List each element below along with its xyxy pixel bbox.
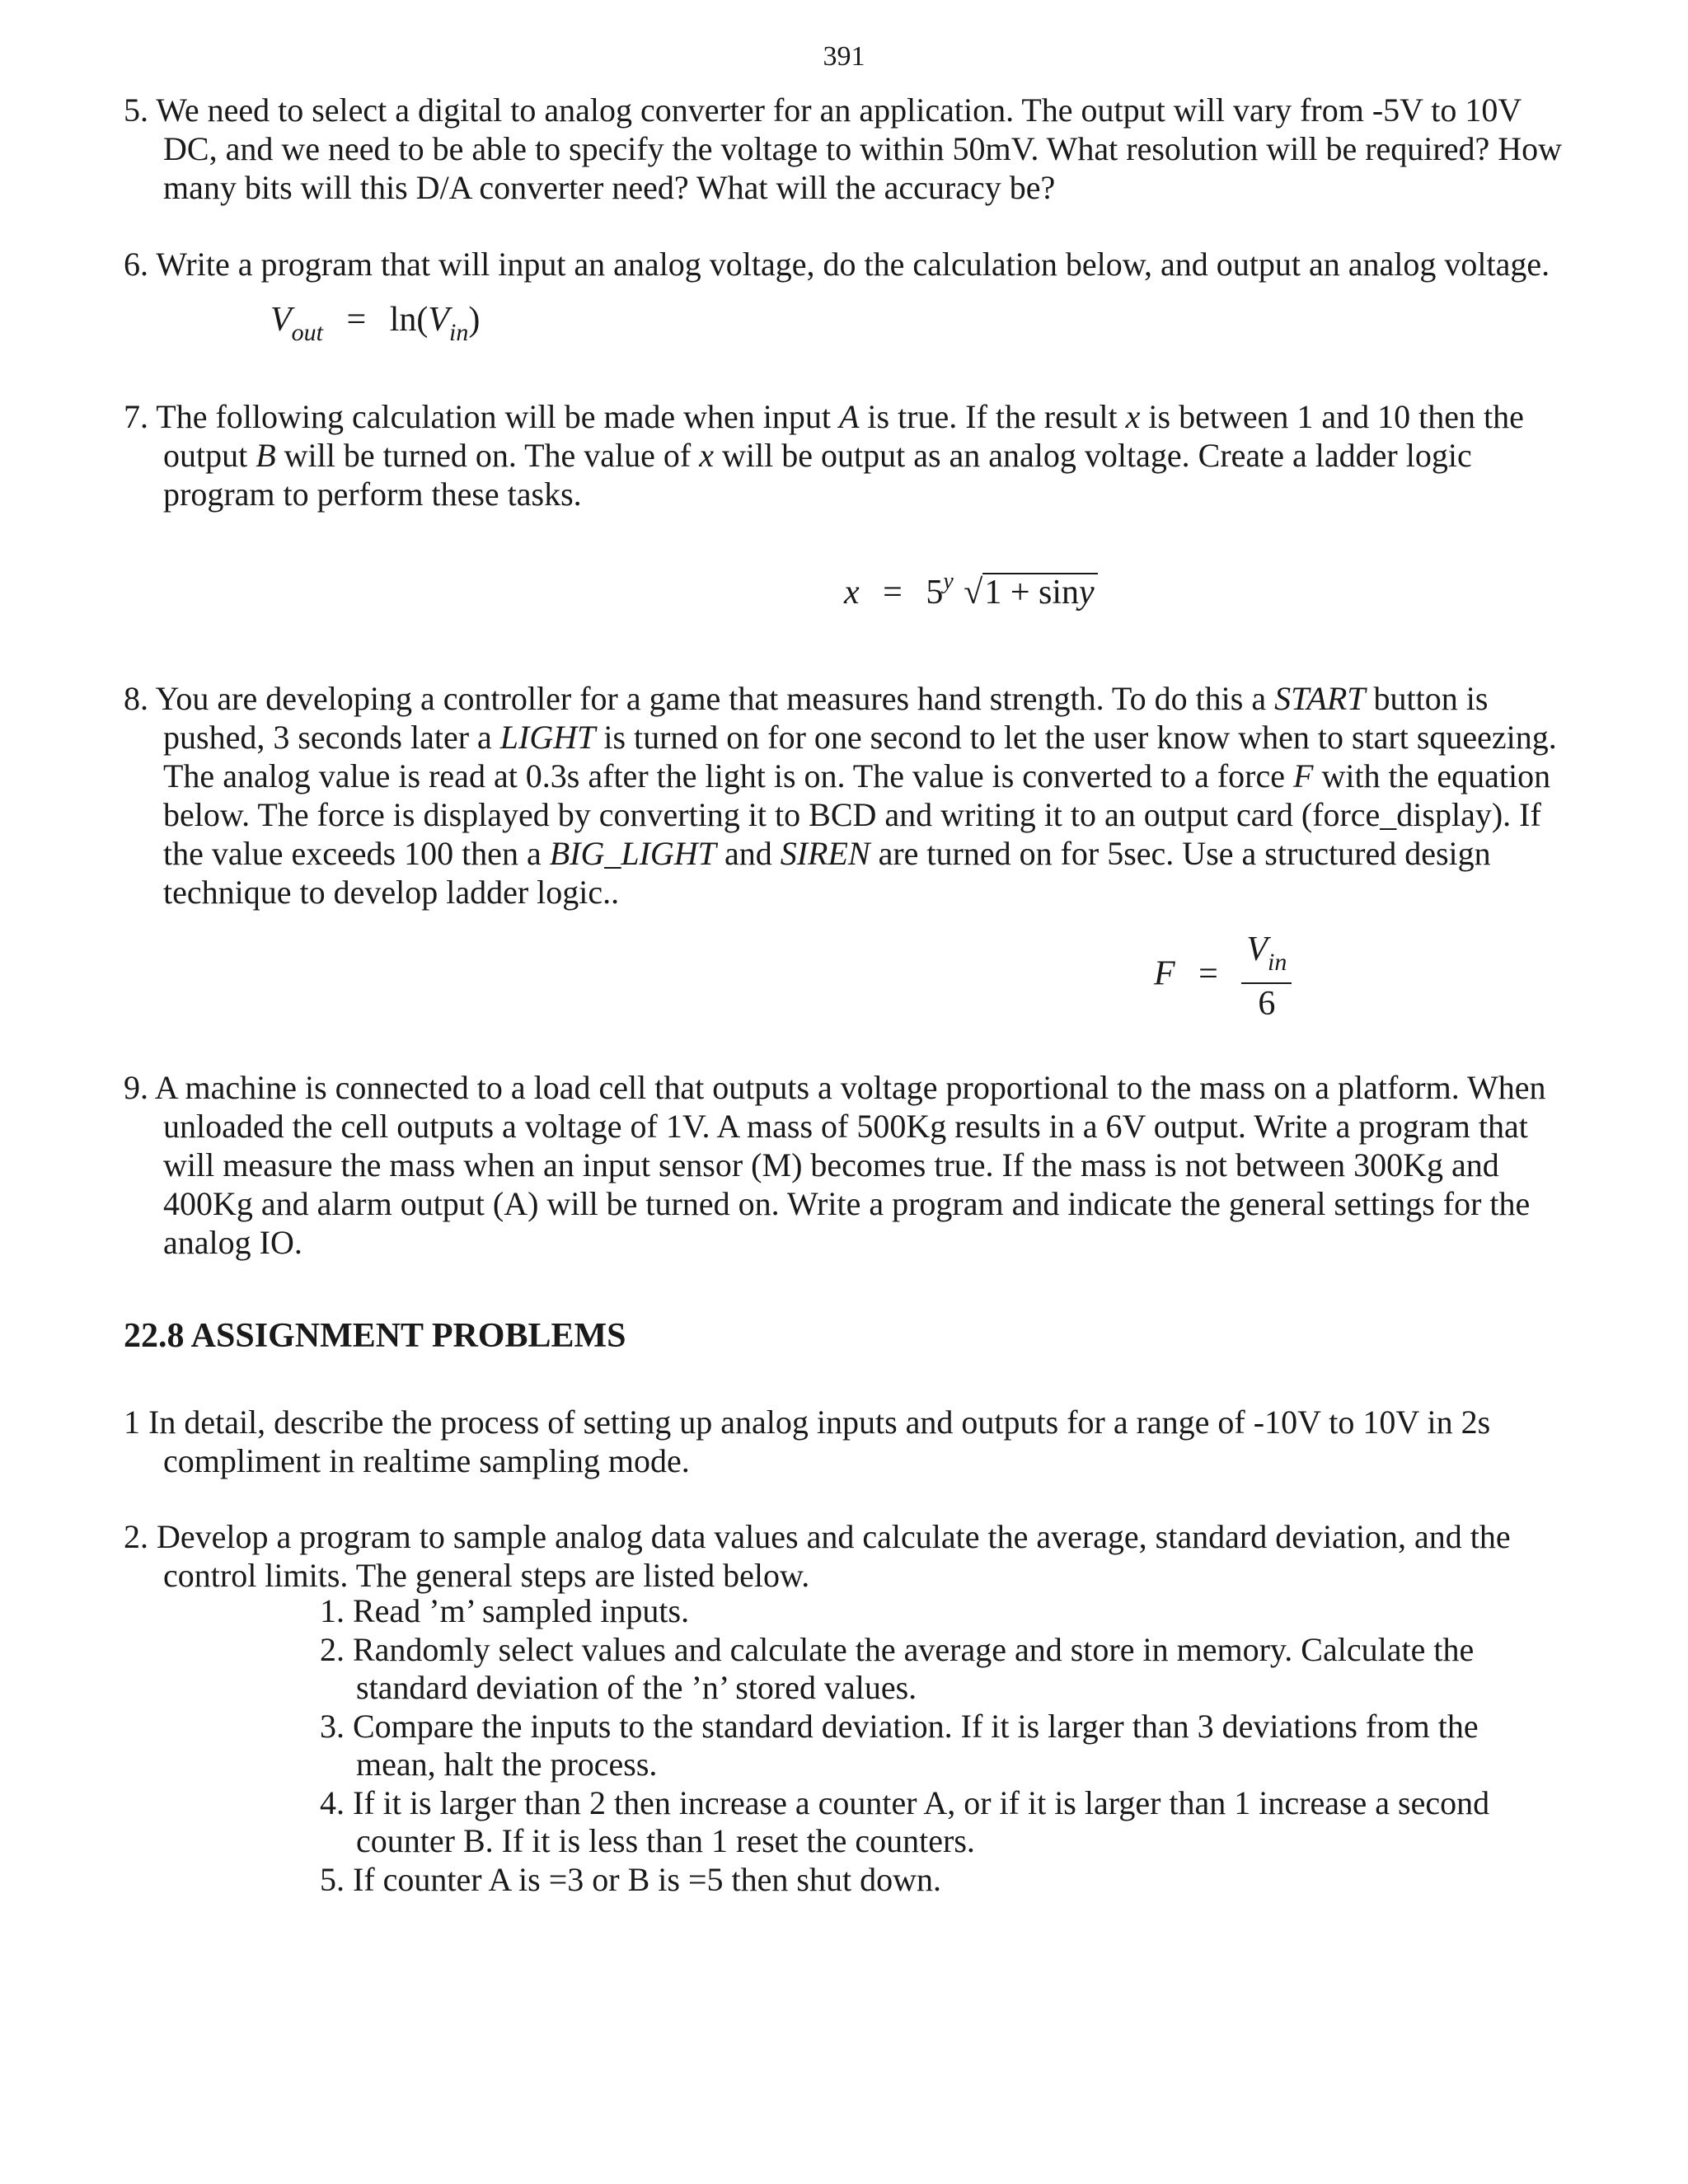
eq-x-rad-plus: + (1010, 574, 1030, 612)
problem-7-text-8: will be output as an analog voltage. Create a ladder logic program to perform these tasks. (163, 437, 1472, 513)
eq-f-num: V (1246, 930, 1268, 968)
problem-8-text-10: are turned on for 5sec. Use a structured design technique to develop ladder logic.. (163, 835, 1491, 911)
eq-x-lhs: x (844, 574, 860, 612)
eq-x-exp: y (943, 569, 954, 594)
problem-5 (124, 91, 1574, 207)
problem-7-text-0: 7. The following calculation will be made when input (124, 398, 839, 435)
eq-vout-op: = (346, 301, 367, 339)
eq-f-num-sub: in (1268, 949, 1287, 976)
eq-vout-close: ) (468, 301, 481, 339)
problem-7-text-2: is true. If the result (859, 398, 1126, 435)
problem-8-text-9: SIREN (780, 835, 870, 872)
eq-vout-func: ln( (389, 301, 429, 339)
assignment-2-text: 2. Develop a program to sample analog data values and calculate the average, standard deviation, and the control limits. The general steps are listed below. (124, 1518, 1511, 1594)
problem-8-text-1: START (1274, 680, 1366, 717)
problem-7-text-3: x (1125, 398, 1141, 435)
equation-vout (270, 300, 480, 347)
problem-8-text-5: F (1293, 757, 1314, 794)
fraction-denominator: 6 (1258, 985, 1276, 1023)
fraction (1241, 931, 1292, 1022)
problem-8-text-2: button is pushed, 3 seconds later a (163, 680, 1489, 756)
list-item: 3. Compare the inputs to the standard deviation. If it is larger than 3 deviations from the mean, halt the process. (320, 1707, 1479, 1783)
list-item: 5. If counter A is =3 or B is =5 then shut down. (320, 1860, 941, 1898)
equation-force (1154, 931, 1292, 1022)
list-item: 2. Randomly select values and calculate the average and store in memory. Calculate the standard deviation of the ’n’ stored values. (320, 1630, 1475, 1706)
problem-6-text: 6. Write a program that will input an analog voltage, do the calculation below, and output an analog voltage. (124, 246, 1550, 283)
eq-f-op: = (1198, 954, 1218, 993)
problem-8-text-4: is turned on for one second to let the user know when to start squeezing. The analog value is read at 0.3s after the light is on. The value is converted to a force (163, 719, 1557, 794)
fraction-numerator (1241, 931, 1292, 984)
problem-7 (124, 397, 1574, 513)
problem-7-text-1: A (838, 398, 860, 435)
problem-5-text: 5. We need to select a digital to analog converter for an application. The output will vary from -5V to 10V DC, and we need to be able to specify the voltage to within 50mV. What resolution will be required? How many bits will this D/A converter need? What will the accuracy be? (124, 91, 1563, 206)
eq-vout-lhs-sub: out (291, 319, 323, 346)
step-list (320, 1592, 1564, 1899)
problem-8-text-6: with the equation below. The force is displayed by converting it to BCD and writing it to an output card (force_display). If the value exceeds 100 then a (163, 757, 1551, 872)
problem-7-text-6: will be turned on. The value of (275, 437, 700, 474)
problem-7-text-5: B (256, 437, 276, 474)
problem-8-text-7: BIG_LIGHT (549, 835, 716, 872)
problem-9-text: 9. A machine is connected to a load cell that outputs a voltage proportional to the mass on a platform. When unloaded the cell outputs a voltage of 1V. A mass of 500Kg results in a 6V output. Write a program that will measure the mass when an input sensor (M) becomes true. If the mass is not between 300Kg and 400Kg and alarm output (A) will be turned on. Write a program and indicate the general settings for the analog IO. (124, 1069, 1546, 1261)
eq-x-op: = (883, 574, 903, 612)
problem-8 (124, 679, 1574, 912)
eq-x-rad-func: sin (1039, 574, 1080, 612)
section-heading: 22.8 ASSIGNMENT PROBLEMS (124, 1317, 626, 1355)
assignment-1 (124, 1403, 1574, 1480)
radical-sign: √ (964, 574, 983, 612)
assignment-1-text: 1 In detail, describe the process of setting up analog inputs and outputs for a range of -10V to 10V in 2s compliment in realtime sampling mode. (124, 1404, 1491, 1479)
radical-content (982, 573, 1097, 611)
problem-7-text-4: is between 1 and 10 then the output (163, 398, 1524, 474)
eq-x-base: 5 (926, 574, 944, 612)
problem-8-text-8: and (715, 835, 781, 872)
eq-vout-lhs: V (270, 301, 292, 339)
problem-6 (124, 245, 1574, 284)
problem-7-text-7: x (699, 437, 715, 474)
problem-8-text-0: 8. You are developing a controller for a game that measures hand strength. To do this a (124, 680, 1275, 717)
eq-x-rad-num: 1 (984, 574, 1002, 612)
eq-vout-arg: V (428, 301, 449, 339)
page-number: 391 (823, 41, 865, 72)
equation-x (844, 569, 1098, 612)
eq-f-lhs: F (1154, 954, 1175, 993)
problem-8-text-3: LIGHT (499, 719, 596, 756)
assignment-2 (124, 1517, 1574, 1595)
problem-9 (124, 1068, 1574, 1262)
eq-x-rad-arg: y (1079, 574, 1095, 612)
list-item: 4. If it is larger than 2 then increase a counter A, or if it is larger than 1 increase a second counter B. If it is less than 1 reset the counters. (320, 1783, 1490, 1859)
list-item: 1. Read ’m’ sampled inputs. (320, 1592, 690, 1629)
eq-vout-arg-sub: in (449, 319, 469, 346)
